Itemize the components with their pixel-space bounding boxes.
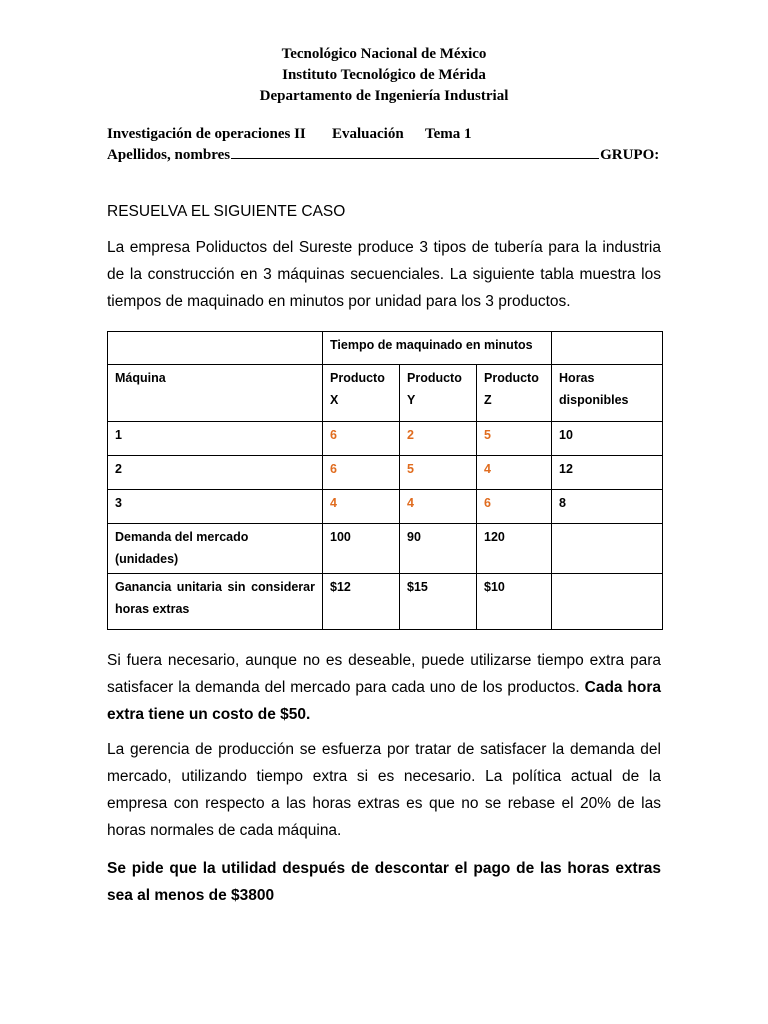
overtime-cost-text: Cada hora extra tiene un costo de $50. xyxy=(107,679,661,723)
profit-label: Ganancia unitaria sin considerar horas extras xyxy=(108,574,323,630)
hours-value: 12 xyxy=(552,456,663,490)
institute-name: Instituto Tecnológico de Mérida xyxy=(282,67,486,83)
intro-paragraph: La empresa Poliductos del Sureste produce 3 tipos de tubería para la industria de la construcción en 3 máquinas secuenciales. La siguiente tabla muestra los tiempos de maquinado en minutos por unidad para los 3 productos. xyxy=(107,239,661,310)
document-header xyxy=(0,44,768,107)
time-value: 4 xyxy=(477,456,552,490)
hours-value: 10 xyxy=(552,422,663,456)
course-line xyxy=(107,124,667,145)
demand-label: Demanda del mercado (unidades) xyxy=(108,524,323,574)
time-value: 5 xyxy=(477,422,552,456)
time-value: 6 xyxy=(477,490,552,524)
group-header-cell: Tiempo de maquinado en minutos xyxy=(323,332,552,365)
machine-label: 2 xyxy=(108,456,323,490)
evaluation-label: Evaluación xyxy=(332,126,404,142)
table-row xyxy=(108,490,663,524)
group-label: GRUPO: xyxy=(600,147,660,163)
course-name: Investigación de operaciones II xyxy=(107,126,306,142)
machine-label: 1 xyxy=(108,422,323,456)
overtime-paragraph xyxy=(107,647,661,728)
section-title: RESUELVA EL SIGUIENTE CASO xyxy=(107,203,346,220)
demand-value: 100 xyxy=(323,524,400,574)
machining-time-table xyxy=(107,331,663,630)
hours-value: 8 xyxy=(552,490,663,524)
department-name: Departamento de Ingeniería Industrial xyxy=(259,88,509,104)
machine-header: Máquina xyxy=(108,365,323,422)
table-cell-empty xyxy=(552,332,663,365)
time-value: 5 xyxy=(400,456,477,490)
table-row xyxy=(108,422,663,456)
institution-name: Tecnológico Nacional de México xyxy=(281,46,487,62)
table-header-row xyxy=(108,365,663,422)
machine-label: 3 xyxy=(108,490,323,524)
product-y-header: Producto Y xyxy=(400,365,477,422)
product-x-header: Producto X xyxy=(323,365,400,422)
time-value: 4 xyxy=(323,490,400,524)
overtime-text: Si fuera necesario, aunque no es deseable, puede utilizarse tiempo extra para satisfacer la demanda del mercado para cada uno de los productos. xyxy=(107,652,661,696)
names-blank-line xyxy=(231,145,599,159)
product-z-header: Producto Z xyxy=(477,365,552,422)
requirement-paragraph: Se pide que la utilidad después de descontar el pago de las horas extras sea al menos de $3800 xyxy=(107,860,661,904)
time-value: 6 xyxy=(323,456,400,490)
profit-value: $12 xyxy=(323,574,400,630)
profit-value: $10 xyxy=(477,574,552,630)
management-paragraph: La gerencia de producción se esfuerza por tratar de satisfacer la demanda del mercado, utilizando tiempo extra si es necesario. La política actual de la empresa con respecto a las horas extras es que no se rebase el 20% de las horas normales de cada máquina. xyxy=(107,741,661,839)
demand-row xyxy=(108,524,663,574)
exam-meta xyxy=(107,124,667,166)
time-value: 2 xyxy=(400,422,477,456)
topic-label: Tema 1 xyxy=(425,126,472,142)
time-value: 4 xyxy=(400,490,477,524)
time-value: 6 xyxy=(323,422,400,456)
names-label: Apellidos, nombres xyxy=(107,147,231,163)
table-cell-empty xyxy=(552,574,663,630)
student-line xyxy=(107,145,667,166)
demand-value: 120 xyxy=(477,524,552,574)
table-group-header-row xyxy=(108,332,663,365)
hours-header: Horas disponibles xyxy=(552,365,663,422)
table-cell-empty xyxy=(552,524,663,574)
table-cell-empty xyxy=(108,332,323,365)
demand-value: 90 xyxy=(400,524,477,574)
profit-value: $15 xyxy=(400,574,477,630)
profit-row xyxy=(108,574,663,630)
table-row xyxy=(108,456,663,490)
